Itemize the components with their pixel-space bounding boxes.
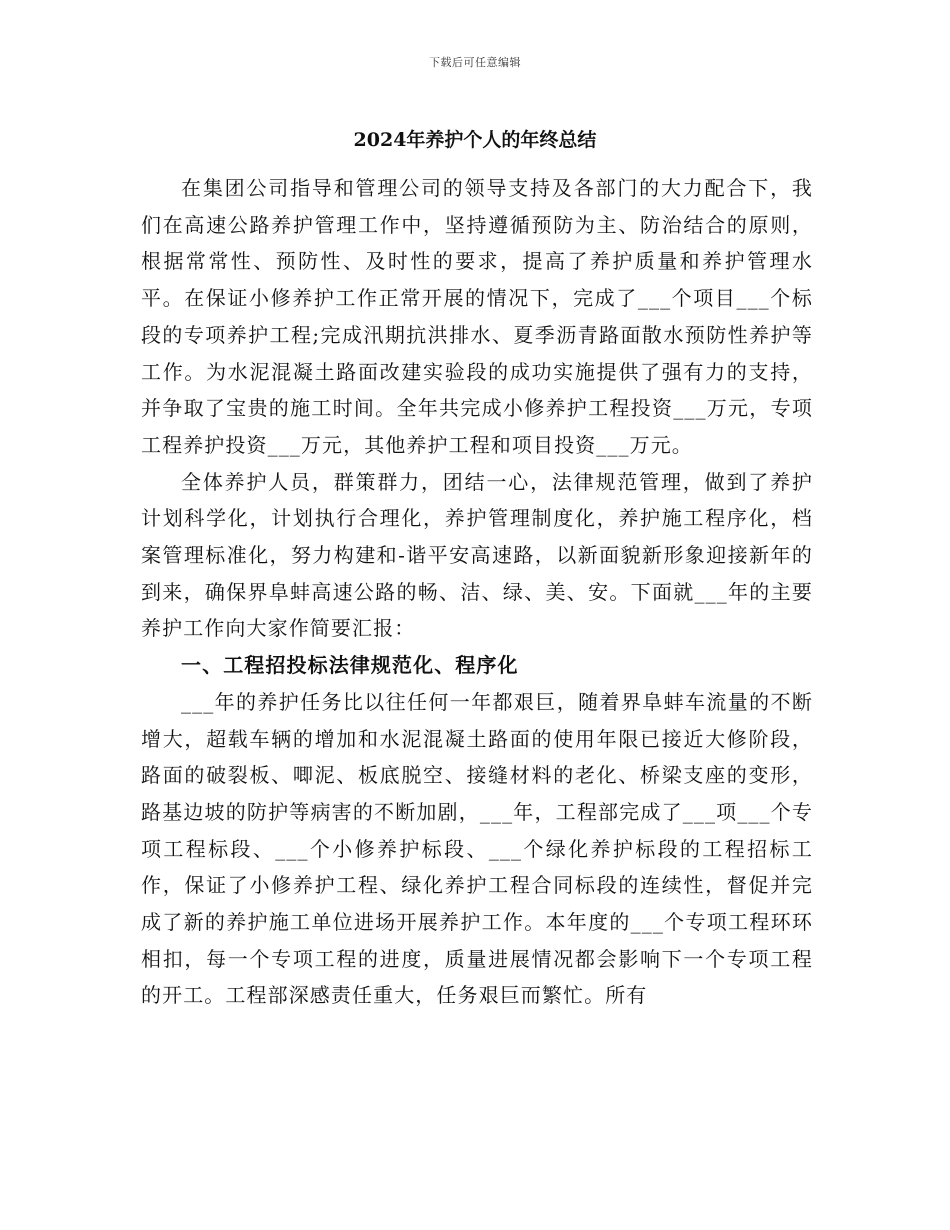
document-title: 2024年养护个人的年终总结 — [353, 129, 597, 151]
paragraph: 全体养护人员，群策群力，团结一心，法律规范管理，做到了养护计划科学化，计划执行合理化，养护管理制度化，养护施工程序化，档案管理标准化，努力构建和-谐平安高速路，以新面貌新形象迎接新年的到来，确保界阜蚌高速公路的畅、洁、绿、美、安。下面就___年的主要养护工作向大家作简要汇报： — [141, 469, 813, 641]
header-note: 下载后可任意编辑 — [429, 56, 521, 69]
section-heading: 一、工程招投标法律规范化、程序化 — [181, 653, 519, 678]
paragraph: 在集团公司指导和管理公司的领导支持及各部门的大力配合下，我们在高速公路养护管理工作中，坚持遵循预防为主、防治结合的原则，根据常常性、预防性、及时性的要求，提高了养护质量和养护管理水平。在保证小修养护工作正常开展的情况下，完成了___个项目___个标段的专项养护工程;完成汛期抗洪排水、夏季沥青路面散水预防性养护等工作。为水泥混凝土路面改建实验段的成功实施提供了强有力的支持，并争取了宝贵的施工时间。全年共完成小修养护工程投资___万元，专项工程养护投资___万元，其他养护工程和项目投资___万元。 — [141, 176, 813, 457]
document-body — [141, 170, 813, 1014]
paragraph: ___年的养护任务比以往任何一年都艰巨，随着界阜蚌车流量的不断增大，超载车辆的增加和水泥混凝土路面的使用年限已接近大修阶段，路面的破裂板、唧泥、板底脱空、接缝材料的老化、桥梁支座的变形，路基边坡的防护等病害的不断加剧，___年，工程部完成了___项___个专项工程标段、___个小修养护标段、___个绿化养护标段的工程招标工作，保证了小修养护工程、绿化养护工程合同标段的连续性，督促并完成了新的养护施工单位进场开展养护工作。本年度的___个专项工程环环相扣，每一个专项工程的进度，质量进展情况都会影响下一个专项工程的开工。工程部深感责任重大，任务艰巨而繁忙。所有 — [141, 689, 813, 1008]
